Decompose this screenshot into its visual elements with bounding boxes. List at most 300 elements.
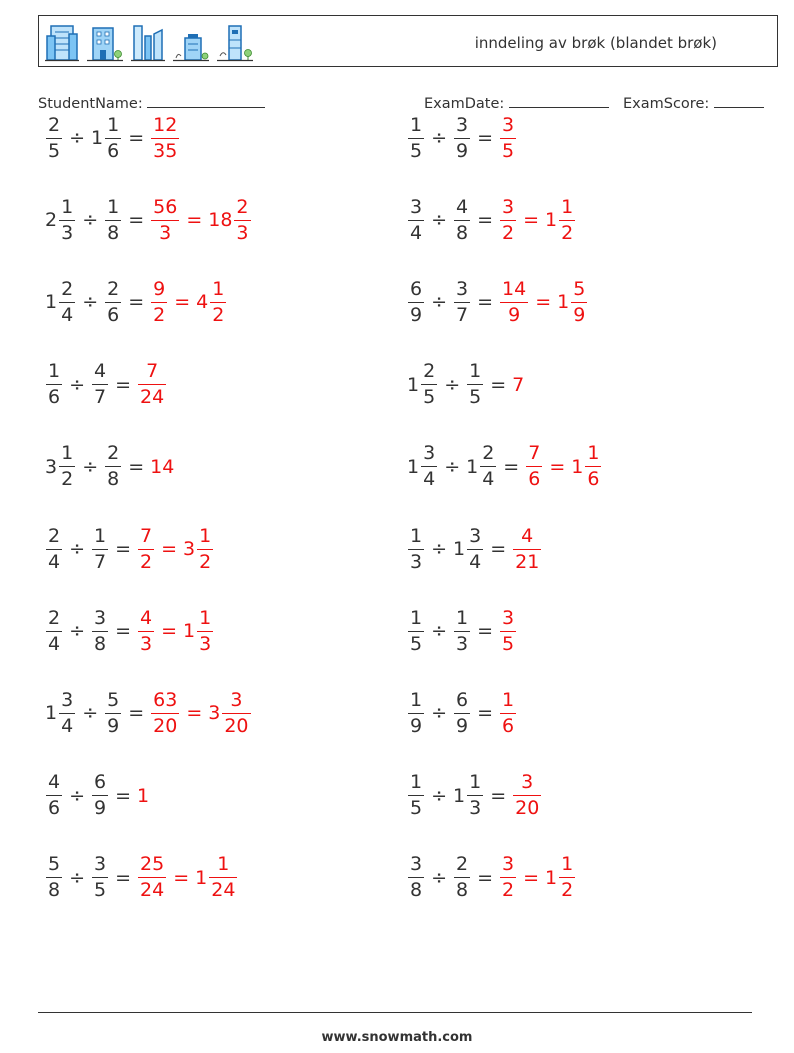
- answer-term: [137, 524, 155, 573]
- worksheet-title: inndeling av brøk (blandet brøk): [474, 34, 717, 52]
- fraction: [92, 362, 108, 407]
- fraction: [46, 606, 62, 655]
- answer-term: [512, 374, 525, 396]
- fraction: [408, 688, 424, 737]
- operand: [453, 688, 471, 737]
- numerator: 9: [153, 277, 166, 300]
- numerator: 4: [521, 524, 534, 547]
- exam-date-blank[interactable]: [509, 93, 609, 108]
- denominator: 9: [573, 303, 586, 326]
- fraction: [454, 606, 470, 655]
- equals-sign: =: [523, 866, 540, 889]
- divide-sign: ÷: [82, 702, 99, 725]
- numerator: 2: [48, 606, 61, 629]
- numerator: 25: [140, 853, 165, 876]
- student-name-label: StudentName:: [38, 96, 143, 112]
- fraction: [151, 277, 167, 326]
- fraction: [105, 277, 121, 326]
- divide-sign: ÷: [82, 291, 99, 314]
- operand: [91, 773, 109, 818]
- numerator: 1: [469, 360, 482, 383]
- numerator: 2: [48, 113, 61, 136]
- exam-date-label: ExamDate:: [424, 96, 505, 112]
- operand: [91, 113, 122, 162]
- equals-sign: =: [174, 291, 191, 314]
- fraction: [105, 195, 121, 244]
- numerator: 2: [423, 360, 436, 383]
- problem-row: [407, 514, 542, 584]
- fraction: [138, 855, 166, 900]
- denominator: 3: [236, 221, 249, 244]
- fraction: [454, 195, 470, 244]
- denominator: 9: [410, 303, 423, 326]
- denominator: 5: [469, 386, 482, 409]
- numerator: 1: [587, 442, 600, 465]
- fraction: [105, 113, 121, 162]
- operand: [45, 444, 76, 489]
- whole-number: 1: [466, 455, 479, 478]
- operand: [45, 606, 63, 655]
- denominator: 2: [502, 221, 515, 244]
- operand: [466, 362, 484, 407]
- answer-term: [499, 195, 517, 244]
- denominator: 4: [469, 550, 482, 573]
- divide-sign: ÷: [431, 784, 448, 807]
- divide-sign: ÷: [82, 209, 99, 232]
- numerator: 2: [48, 524, 61, 547]
- operand: [45, 773, 63, 818]
- whole-number: 1: [183, 620, 196, 643]
- numerator: 14: [502, 277, 527, 300]
- numerator: 2: [236, 195, 249, 218]
- denominator: 4: [482, 468, 495, 491]
- fraction: [526, 444, 542, 489]
- fraction: [408, 773, 424, 818]
- numerator: 1: [94, 524, 107, 547]
- numerator: 3: [521, 771, 534, 794]
- fraction: [408, 277, 424, 326]
- fraction: [234, 195, 250, 244]
- equals-sign: =: [477, 866, 494, 889]
- divide-sign: ÷: [69, 373, 86, 396]
- fraction: [408, 524, 424, 573]
- denominator: 6: [528, 468, 541, 491]
- answer-term: [195, 855, 238, 900]
- answer-term: [137, 855, 167, 900]
- answer-term: [208, 688, 251, 737]
- fraction: [467, 524, 483, 573]
- numerator: 1: [561, 195, 574, 218]
- whole-number: 1: [91, 127, 104, 149]
- answer-term: [499, 855, 517, 900]
- equals-sign: =: [523, 209, 540, 232]
- operand: [407, 688, 425, 737]
- numerator: 5: [48, 853, 61, 876]
- tower-building-icon: [217, 22, 253, 62]
- denominator: 24: [211, 879, 236, 902]
- operand: [453, 606, 471, 655]
- denominator: 4: [48, 550, 61, 573]
- denominator: 9: [410, 714, 423, 737]
- fraction: [105, 688, 121, 737]
- equals-sign: =: [128, 127, 145, 149]
- denominator: 2: [140, 550, 153, 573]
- exam-score-label: ExamScore:: [623, 96, 710, 112]
- equals-sign: =: [161, 538, 178, 560]
- numerator: 6: [410, 277, 423, 300]
- numerator: 1: [410, 113, 423, 136]
- whole-number: 1: [137, 784, 150, 807]
- fraction: [105, 444, 121, 489]
- denominator: 5: [410, 139, 423, 162]
- equals-sign: =: [503, 455, 520, 478]
- operand: [407, 444, 438, 489]
- problem-row: [407, 267, 588, 337]
- fraction: [585, 444, 601, 489]
- divide-sign: ÷: [431, 538, 448, 560]
- denominator: 8: [456, 221, 469, 244]
- numerator: 1: [410, 524, 423, 547]
- fraction: [454, 688, 470, 737]
- numerator: 3: [61, 688, 74, 711]
- problem-row: [45, 267, 227, 337]
- divide-sign: ÷: [431, 127, 448, 149]
- fraction: [138, 362, 166, 407]
- operand: [104, 277, 122, 326]
- fraction: [454, 277, 470, 326]
- fraction: [138, 606, 154, 655]
- whole-number: 3: [45, 455, 58, 478]
- denominator: 35: [153, 139, 178, 162]
- operand: [407, 524, 425, 573]
- answer-term: [499, 277, 529, 326]
- denominator: 2: [212, 303, 225, 326]
- fraction: [500, 195, 516, 244]
- denominator: 9: [107, 714, 120, 737]
- fraction: [46, 113, 62, 162]
- operand: [91, 362, 109, 407]
- denominator: 4: [61, 714, 74, 737]
- fraction: [197, 606, 213, 655]
- fraction: [209, 855, 237, 900]
- operand: [45, 855, 63, 900]
- answer-term: [183, 524, 214, 573]
- denominator: 5: [410, 797, 423, 820]
- operand: [407, 855, 425, 900]
- fraction: [59, 277, 75, 326]
- operand: [91, 606, 109, 655]
- denominator: 6: [502, 714, 515, 737]
- fraction: [92, 524, 108, 573]
- divide-sign: ÷: [82, 455, 99, 478]
- numerator: 1: [107, 113, 120, 136]
- numerator: 1: [107, 195, 120, 218]
- footer-url: www.snowmath.com: [321, 1030, 473, 1045]
- whole-number: 1: [45, 291, 58, 314]
- denominator: 3: [199, 632, 212, 655]
- denominator: 5: [410, 632, 423, 655]
- fraction: [467, 773, 483, 818]
- fraction: [454, 855, 470, 900]
- fraction: [92, 773, 108, 818]
- equals-sign: =: [186, 702, 203, 725]
- whole-number: 7: [512, 373, 525, 396]
- fraction: [421, 444, 437, 489]
- equals-sign: =: [128, 455, 145, 478]
- equals-sign: =: [477, 620, 494, 643]
- whole-number: 1: [195, 866, 208, 889]
- fraction: [500, 855, 516, 900]
- equals-sign: =: [186, 209, 203, 232]
- fraction: [46, 855, 62, 900]
- operand: [453, 855, 471, 900]
- operand: [466, 444, 497, 489]
- equals-sign: =: [128, 209, 145, 232]
- denominator: 8: [410, 879, 423, 902]
- problem-row: [407, 843, 576, 913]
- numerator: 4: [94, 360, 107, 383]
- whole-number: 1: [407, 455, 420, 478]
- operand: [45, 524, 63, 573]
- denominator: 7: [94, 386, 107, 409]
- denominator: 5: [48, 139, 61, 162]
- numerator: 7: [528, 442, 541, 465]
- operand: [453, 524, 484, 573]
- numerator: 2: [482, 442, 495, 465]
- divide-sign: ÷: [444, 373, 461, 396]
- problem-row: [45, 596, 214, 666]
- equals-sign: =: [128, 291, 145, 314]
- fraction: [151, 113, 179, 162]
- numerator: 1: [199, 606, 212, 629]
- equals-sign: =: [115, 538, 132, 560]
- divide-sign: ÷: [444, 455, 461, 478]
- operand: [104, 444, 122, 489]
- denominator: 2: [561, 221, 574, 244]
- operand: [407, 606, 425, 655]
- equals-sign: =: [115, 784, 132, 807]
- fraction: [210, 277, 226, 326]
- whole-number: 14: [150, 455, 175, 478]
- denominator: 20: [153, 714, 178, 737]
- denominator: 2: [61, 468, 74, 491]
- equals-sign: =: [490, 538, 507, 560]
- fraction: [480, 444, 496, 489]
- denominator: 8: [107, 221, 120, 244]
- whole-number: 3: [183, 538, 196, 560]
- problem-row: [407, 185, 576, 255]
- denominator: 5: [502, 139, 515, 162]
- fraction: [500, 113, 516, 162]
- numerator: 5: [573, 277, 586, 300]
- fraction: [138, 524, 154, 573]
- header-icons: [45, 22, 253, 62]
- denominator: 20: [515, 797, 540, 820]
- answer-term: [183, 606, 214, 655]
- numerator: 63: [153, 688, 178, 711]
- operand: [407, 362, 438, 407]
- denominator: 3: [61, 221, 74, 244]
- denominator: 4: [410, 221, 423, 244]
- numerator: 3: [94, 606, 107, 629]
- operand: [407, 195, 425, 244]
- numerator: 7: [146, 360, 159, 383]
- answer-term: [512, 773, 542, 818]
- operand: [104, 688, 122, 737]
- denominator: 4: [48, 632, 61, 655]
- problem-row: [45, 103, 180, 173]
- divide-sign: ÷: [431, 702, 448, 725]
- operand: [453, 113, 471, 162]
- divide-sign: ÷: [69, 620, 86, 643]
- denominator: 6: [587, 468, 600, 491]
- problem-row: [45, 432, 175, 502]
- answer-term: [196, 277, 227, 326]
- numerator: 6: [456, 688, 469, 711]
- numerator: 3: [423, 442, 436, 465]
- denominator: 3: [469, 797, 482, 820]
- numerator: 1: [456, 606, 469, 629]
- operand: [453, 277, 471, 326]
- operand: [104, 195, 122, 244]
- denominator: 21: [515, 550, 540, 573]
- denominator: 2: [502, 879, 515, 902]
- fraction: [571, 277, 587, 326]
- numerator: 2: [107, 442, 120, 465]
- fraction: [454, 113, 470, 162]
- whole-number: 1: [453, 784, 466, 807]
- numerator: 1: [217, 853, 230, 876]
- numerator: 7: [140, 524, 153, 547]
- answer-term: [499, 606, 517, 655]
- answer-term: [150, 277, 168, 326]
- operand: [45, 688, 76, 737]
- problem-row: [45, 514, 214, 584]
- problem-row: [45, 761, 150, 831]
- operand: [45, 277, 76, 326]
- operand: [453, 773, 484, 818]
- numerator: 3: [502, 113, 515, 136]
- whole-number: 4: [196, 291, 209, 314]
- numerator: 4: [140, 606, 153, 629]
- exam-score-blank[interactable]: [714, 93, 764, 108]
- whole-number: 1: [545, 866, 558, 889]
- numerator: 2: [61, 277, 74, 300]
- answer-term: [150, 113, 180, 162]
- operand: [45, 113, 63, 162]
- exam-score-field: [623, 93, 764, 112]
- fraction: [421, 362, 437, 407]
- fraction: [46, 524, 62, 573]
- fraction: [408, 855, 424, 900]
- denominator: 7: [456, 303, 469, 326]
- fraction: [92, 606, 108, 655]
- skyscrapers-icon: [131, 22, 165, 62]
- denominator: 8: [107, 468, 120, 491]
- problem-row: [45, 350, 167, 420]
- whole-number: 1: [557, 291, 570, 314]
- numerator: 4: [456, 195, 469, 218]
- answer-term: [137, 785, 150, 807]
- answer-term: [557, 277, 588, 326]
- numerator: 3: [230, 688, 243, 711]
- denominator: 7: [94, 550, 107, 573]
- whole-number: 2: [45, 209, 58, 232]
- divide-sign: ÷: [69, 866, 86, 889]
- denominator: 6: [107, 303, 120, 326]
- numerator: 6: [94, 771, 107, 794]
- fraction: [500, 688, 516, 737]
- small-building-icon: [173, 22, 209, 62]
- divide-sign: ÷: [431, 866, 448, 889]
- denominator: 6: [107, 139, 120, 162]
- operand: [407, 277, 425, 326]
- divide-sign: ÷: [69, 127, 86, 149]
- fraction: [500, 606, 516, 655]
- problem-row: [407, 432, 602, 502]
- equals-sign: =: [115, 866, 132, 889]
- problem-row: [45, 678, 252, 748]
- numerator: 1: [502, 688, 515, 711]
- numerator: 3: [469, 524, 482, 547]
- apartment-building-icon: [87, 22, 123, 62]
- numerator: 3: [94, 853, 107, 876]
- whole-number: 1: [45, 702, 58, 725]
- fraction: [559, 855, 575, 900]
- fraction: [92, 855, 108, 900]
- numerator: 3: [456, 113, 469, 136]
- whole-number: 1: [453, 538, 466, 560]
- numerator: 3: [502, 195, 515, 218]
- operand: [45, 362, 63, 407]
- denominator: 3: [159, 221, 172, 244]
- office-building-icon: [45, 22, 79, 62]
- denominator: 24: [140, 386, 165, 409]
- fraction: [408, 113, 424, 162]
- numerator: 2: [107, 277, 120, 300]
- denominator: 20: [224, 714, 249, 737]
- fraction: [59, 195, 75, 244]
- numerator: 3: [502, 606, 515, 629]
- equals-sign: =: [477, 702, 494, 725]
- numerator: 3: [502, 853, 515, 876]
- numerator: 1: [410, 606, 423, 629]
- divide-sign: ÷: [431, 209, 448, 232]
- numerator: 1: [212, 277, 225, 300]
- denominator: 5: [423, 386, 436, 409]
- denominator: 8: [456, 879, 469, 902]
- denominator: 9: [508, 303, 521, 326]
- problem-row: [407, 678, 517, 748]
- problem-row: [45, 843, 238, 913]
- equals-sign: =: [115, 620, 132, 643]
- fraction: [408, 606, 424, 655]
- denominator: 2: [199, 550, 212, 573]
- operand: [453, 195, 471, 244]
- denominator: 2: [561, 879, 574, 902]
- divide-sign: ÷: [69, 538, 86, 560]
- fraction: [500, 277, 528, 326]
- whole-number: 1: [571, 455, 584, 478]
- answer-term: [512, 524, 542, 573]
- whole-number: 1: [545, 209, 558, 232]
- problem-row: [407, 596, 517, 666]
- numerator: 1: [561, 853, 574, 876]
- denominator: 4: [61, 303, 74, 326]
- equals-sign: =: [549, 455, 566, 478]
- fraction: [151, 195, 179, 244]
- problem-row: [407, 350, 525, 420]
